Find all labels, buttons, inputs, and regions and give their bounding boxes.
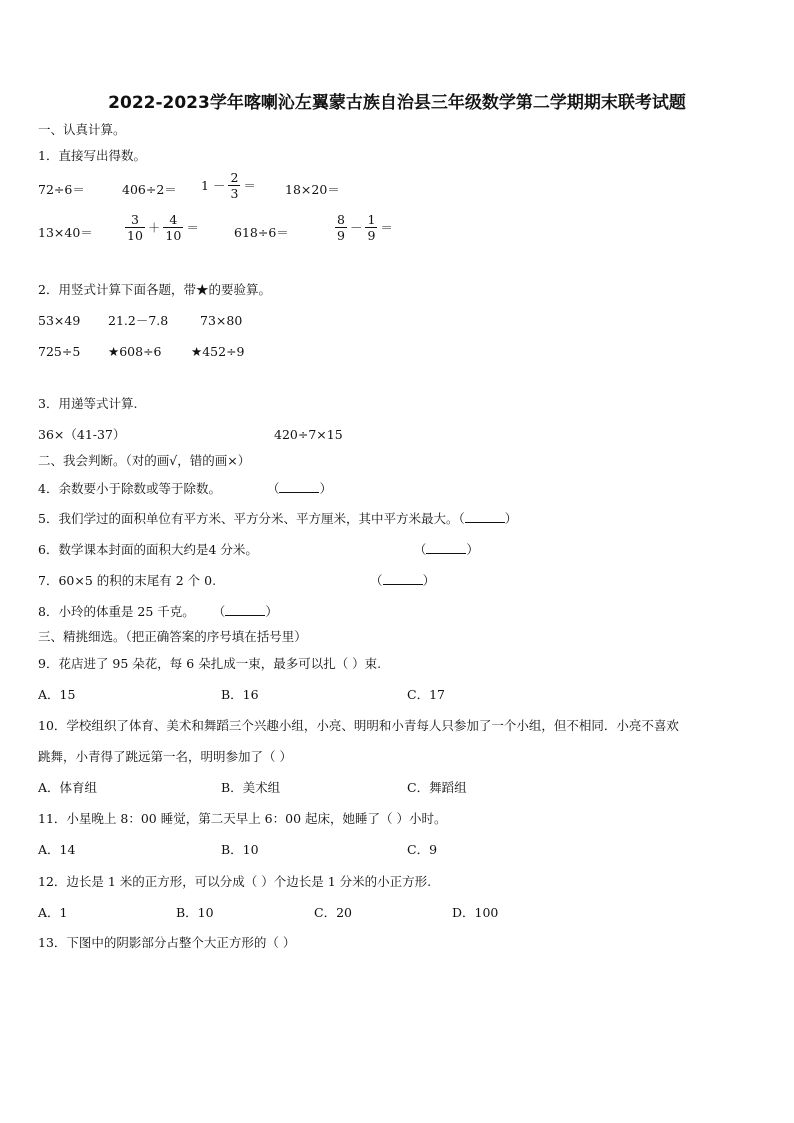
q11-option-b[interactable]: B．10: [221, 842, 259, 857]
q1-f-equals: ＝: [186, 219, 199, 235]
question-9-text: 9．花店进了 95 朵花，每 6 朵扎成一束，最多可以扎（ ）束.: [38, 656, 382, 671]
q3-item: 420÷7×15: [274, 427, 343, 442]
question-7-text: 7．60×5 的积的末尾有 2 个 0.: [38, 573, 217, 588]
answer-slot: [267, 480, 332, 497]
q2-item: 725÷5: [38, 344, 81, 359]
q1-h-numerator-1: 8: [337, 212, 345, 227]
paren-open: （: [212, 604, 226, 619]
q1-h-fraction-1: [335, 212, 347, 243]
q10-option-a[interactable]: A．体育组: [38, 780, 98, 795]
question-13-text: 13．下图中的阴影部分占整个大正方形的（ ）: [38, 935, 296, 950]
question-12-text: 12．边长是 1 米的正方形，可以分成（ ）个边长是 1 分米的小正方形.: [38, 874, 432, 889]
q1-f-fraction-1: [125, 212, 145, 243]
paren-open: （: [413, 542, 427, 557]
q1-f-numerator-1: 3: [125, 212, 145, 228]
page-title: 2022-2023学年喀喇沁左翼蒙古族自治县三年级数学第二学期期末联考试题: [108, 93, 686, 113]
q1-f-fraction-2: [163, 212, 183, 243]
question-6: [38, 541, 479, 558]
answer-slot: [213, 603, 278, 620]
q1-f-denominator-2: 10: [165, 228, 182, 243]
question-5-text: 5．我们学过的面积单位有平方米、平方分米、平方厘米，其中平方米最大。: [38, 511, 459, 526]
question-10-line-2: 跳舞，小青得了跳远第一名，明明参加了（ ）: [38, 749, 292, 764]
answer-slot: [414, 541, 479, 558]
q1-item-b: 406÷2＝: [122, 182, 177, 197]
q1-h-fraction-2: [365, 212, 377, 243]
q10-option-c[interactable]: C．舞蹈组: [407, 780, 467, 795]
answer-blank[interactable]: [383, 572, 423, 585]
q9-option-c[interactable]: C．17: [407, 687, 445, 702]
q11-option-a[interactable]: A．14: [38, 842, 76, 857]
question-3-prompt: 3．用递等式计算.: [38, 396, 138, 411]
q12-option-d[interactable]: D．100: [452, 905, 499, 920]
question-1-prompt: 1．直接写出得数。: [38, 148, 146, 163]
q3-item: 36×（41-37）: [38, 427, 126, 442]
answer-blank[interactable]: [426, 541, 466, 554]
q1-item-a: 72÷6＝: [38, 182, 85, 197]
q2-item: ★452÷9: [191, 344, 245, 359]
q1-c-equals: ＝: [243, 177, 256, 193]
q1-c-fraction: [228, 170, 240, 201]
question-2-prompt: 2．用竖式计算下面各题，带★的要验算。: [38, 282, 271, 297]
section-2-heading: 二、我会判断。（对的画√，错的画×）: [38, 453, 251, 468]
answer-blank[interactable]: [279, 480, 319, 493]
answer-slot: [370, 572, 435, 589]
paren-close: ）: [422, 573, 436, 588]
q9-option-a[interactable]: A．15: [38, 687, 76, 702]
q1-c-denominator: 3: [230, 186, 239, 201]
paren-close: ）: [504, 511, 518, 526]
q11-option-c[interactable]: C．9: [407, 842, 438, 857]
answer-blank[interactable]: [465, 510, 505, 523]
q1-item-e: 13×40＝: [38, 225, 93, 240]
q2-item: 53×49: [38, 313, 81, 328]
q1-item-d: 18×20＝: [285, 182, 340, 197]
question-11-text: 11．小星晚上 8：00 睡觉，第二天早上 6：00 起床，她睡了（ ）小时。: [38, 811, 447, 826]
q1-item-h: [334, 212, 393, 243]
q1-item-g: 618÷6＝: [234, 225, 289, 240]
q2-item: 73×80: [200, 313, 243, 328]
question-4: [38, 480, 332, 497]
answer-slot: [458, 511, 517, 526]
q1-h-denominator-2: 9: [367, 228, 376, 243]
q2-item: 21.2－7.8: [108, 313, 169, 328]
section-1-heading: 一、认真计算。: [38, 122, 126, 137]
q1-h-op: －: [349, 219, 363, 235]
paren-close: ）: [265, 604, 278, 619]
q1-c-whole: 1: [201, 177, 209, 193]
q1-h-equals: ＝: [380, 219, 393, 235]
question-5: [38, 510, 517, 527]
q1-c-numerator: 2: [230, 170, 239, 185]
question-6-text: 6．数学课本封面的面积大约是4 分米。: [38, 542, 258, 557]
q1-h-numerator-2: 1: [367, 212, 376, 227]
q1-item-f: [124, 212, 199, 243]
q12-option-c[interactable]: C．20: [314, 905, 352, 920]
q1-f-op: ＋: [147, 219, 161, 235]
q2-item: ★608÷6: [108, 344, 162, 359]
q1-f-denominator-1: 10: [127, 228, 143, 243]
q9-option-b[interactable]: B．16: [221, 687, 259, 702]
q12-option-b[interactable]: B．10: [176, 905, 214, 920]
paren-open: （: [458, 511, 465, 526]
question-7: [38, 572, 435, 589]
answer-blank[interactable]: [225, 603, 265, 616]
section-3-heading: 三、精挑细选。（把正确答案的序号填在括号里）: [38, 629, 307, 644]
question-8-text: 8．小玲的体重是 25 千克。: [38, 604, 195, 619]
question-4-text: 4．余数要小于除数或等于除数。: [38, 481, 221, 496]
paren-close: ）: [319, 481, 332, 496]
q1-c-op: －: [212, 177, 226, 193]
q1-f-numerator-2: 4: [163, 212, 183, 228]
paren-open: （: [266, 481, 280, 496]
paren-close: ）: [466, 542, 479, 557]
paren-open: （: [370, 573, 383, 588]
q12-option-a[interactable]: A．1: [38, 905, 68, 920]
q10-option-b[interactable]: B．美术组: [221, 780, 281, 795]
q1-h-denominator-1: 9: [337, 228, 345, 243]
question-8: [38, 603, 278, 620]
question-10-line-1: 10．学校组织了体育、美术和舞蹈三个兴趣小组，小亮、明明和小青每人只参加了一个小组，但不相同．小亮不喜欢: [38, 718, 679, 733]
q1-item-c: [199, 170, 256, 201]
